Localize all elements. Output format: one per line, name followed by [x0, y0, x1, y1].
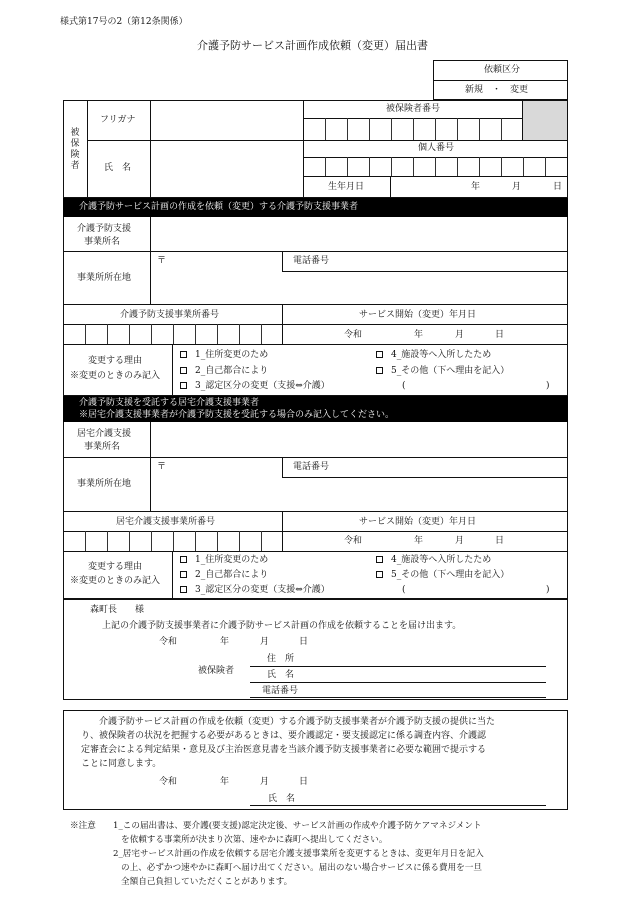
s2-reason-4-checkbox[interactable] — [376, 556, 383, 563]
furigana-label: フリガナ — [100, 115, 136, 125]
s2-other-reason-field[interactable] — [410, 584, 540, 596]
s2-office-name-field[interactable] — [152, 423, 566, 456]
s2-other-paren-open: ( — [402, 585, 406, 595]
s2-service-start-label: サービス開始（変更）年月日 — [359, 517, 477, 527]
consent-year: 年 — [220, 777, 230, 787]
declaration-month: 月 — [260, 637, 270, 647]
s2-reason-5-label: 5_その他（下へ理由を記入） — [391, 570, 510, 580]
s2-office-name-label: 居宅介護支援 — [77, 429, 132, 439]
s1-reason-2-label: 2_自己都合により — [195, 366, 269, 376]
consent-line-1: 介護予防サービス計画の作成を依頼（変更）する介護予防支援事業者が介護予防支援の提供に当た — [99, 717, 496, 727]
declaration-name-label: 氏 名 — [267, 670, 295, 680]
name-label: 氏 名 — [104, 163, 132, 173]
s1-reason-3-checkbox[interactable] — [180, 382, 187, 389]
section2-header — [63, 396, 568, 422]
s2-office-number-cells[interactable] — [63, 531, 282, 551]
s2-office-name-label-2: 事業所名 — [84, 442, 121, 452]
s2-reason-3-label: 3_認定区分の変更（支援⇔介護） — [195, 585, 330, 595]
s1-other-paren-close: ) — [546, 381, 550, 391]
section2-header-note: ※居宅介護支援事業者が介護予防支援を受託する場合のみ記入してください。 — [79, 410, 395, 420]
note-1-line-1: 1_この届出書は、要介護(要支援)認定決定後、サービス計画の作成や介護予防ケアマネジメント — [113, 821, 482, 831]
s2-reason-label: 変更する理由 — [88, 562, 143, 572]
s2-reason-4-label: 4_施設等へ入所したため — [391, 555, 492, 565]
s1-reason-4-label: 4_施設等へ入所したため — [391, 350, 492, 360]
s1-reason-5-checkbox[interactable] — [376, 367, 383, 374]
consent-line-2: り、被保険者の状況を把握する必要があるときは、要介護認定・要支援認定に係る調査内容、介護認 — [81, 731, 487, 741]
s1-reason-label: 変更する理由 — [88, 356, 143, 366]
consent-name-label: 氏 名 — [268, 794, 296, 804]
insured-table — [63, 100, 568, 198]
declaration-day: 日 — [299, 637, 309, 647]
furigana-field[interactable] — [152, 101, 302, 139]
section1-header — [63, 198, 568, 217]
personal-number-label: 個人番号 — [418, 143, 455, 153]
s2-reason-note: ※変更のときのみ記入 — [70, 576, 161, 586]
request-type-options[interactable]: 新規 ・ 変更 — [465, 85, 529, 95]
birth-day-label: 日 — [553, 182, 563, 192]
s1-reason-3-label: 3_認定区分の変更（支援⇔介護） — [195, 381, 330, 391]
s2-phone-label[interactable]: 電話番号 — [293, 462, 330, 472]
note-2-line-3: 全額自己負担していただくことがあります。 — [121, 877, 293, 887]
s1-office-number-label: 介護予防支援事業所番号 — [120, 310, 220, 320]
request-type-label: 依頼区分 — [484, 65, 521, 75]
note-1-line-2: を依頼する事業所が決まり次第、速やかに森町へ提出してください。 — [121, 835, 388, 845]
s1-era: 令和 — [344, 330, 363, 340]
consent-line-3: 定審査会による判定結果・意見及び主治医意見書を当該介護予防支援事業者に必要な範囲で提示する — [81, 745, 487, 755]
insured-number-label: 被保険者番号 — [386, 104, 441, 114]
consent-line-4: ことに同意します。 — [81, 759, 162, 769]
s1-address-field[interactable] — [152, 272, 566, 303]
s2-reason-5-checkbox[interactable] — [376, 571, 383, 578]
birth-month-label: 月 — [512, 182, 522, 192]
s1-reason-1-label: 1_住所変更のため — [195, 350, 269, 360]
s2-postal-mark: 〒 — [157, 462, 167, 472]
s1-office-number-cells[interactable] — [63, 324, 282, 344]
s1-other-reason-field[interactable] — [410, 380, 540, 392]
s2-reason-2-checkbox[interactable] — [180, 571, 187, 578]
s1-reason-note: ※変更のときのみ記入 — [70, 371, 161, 381]
s2-month: 月 — [455, 536, 465, 546]
note-2-line-2: の上、必ずかつ速やかに森町へ届け出てください。届出のない場合サービスに係る費用を一旦 — [121, 863, 482, 873]
declaration-statement: 上記の介護予防支援事業者に介護予防サービス計画の作成を依頼することを届け出ます。 — [102, 621, 462, 631]
s2-era: 令和 — [344, 536, 363, 546]
s2-reason-1-checkbox[interactable] — [180, 556, 187, 563]
declaration-era: 令和 — [159, 637, 178, 647]
s2-reason-3-checkbox[interactable] — [180, 586, 187, 593]
s1-office-name-label: 介護予防支援 — [77, 224, 132, 234]
s2-reason-1-label: 1_住所変更のため — [195, 555, 269, 565]
insured-number-cells[interactable] — [303, 118, 522, 140]
declaration-name-line[interactable] — [250, 682, 546, 683]
consent-name-line[interactable] — [250, 805, 546, 806]
s1-month: 月 — [455, 330, 465, 340]
s1-postal-mark: 〒 — [157, 256, 167, 266]
s1-office-name-field[interactable] — [152, 218, 566, 250]
consent-era: 令和 — [159, 777, 178, 787]
s1-year: 年 — [414, 330, 424, 340]
s2-year: 年 — [414, 536, 424, 546]
name-field[interactable] — [152, 141, 302, 197]
s1-other-paren-open: ( — [402, 381, 406, 391]
s1-reason-5-label: 5_その他（下へ理由を記入） — [391, 366, 510, 376]
s1-office-name-label-2: 事業所名 — [84, 237, 121, 247]
notes-label: ※注意 — [70, 821, 96, 831]
section1-header-text: 介護予防サービス計画の作成を依頼（変更）する介護予防支援事業者 — [79, 202, 359, 212]
s1-reason-4-checkbox[interactable] — [376, 351, 383, 358]
consent-day: 日 — [299, 777, 309, 787]
s2-other-paren-close: ) — [546, 585, 550, 595]
addressee: 森町長 様 — [90, 605, 145, 615]
declaration-phone-line[interactable] — [250, 697, 546, 698]
s1-phone-label[interactable]: 電話番号 — [293, 256, 330, 266]
s2-office-number-label: 居宅介護支援事業所番号 — [116, 517, 216, 527]
s1-day: 日 — [495, 330, 505, 340]
s2-reason-2-label: 2_自己都合により — [195, 570, 269, 580]
note-2-line-1: 2_居宅サービス計画の作成を依頼する居宅介護支援事業所を変更するときは、変更年月日を記入 — [113, 849, 484, 859]
s2-address-label: 事業所所在地 — [77, 479, 132, 489]
s1-service-start-label: サービス開始（変更）年月日 — [359, 310, 477, 320]
s1-address-label: 事業所所在地 — [77, 273, 132, 283]
declaration-address-line[interactable] — [250, 666, 546, 667]
page-title: 介護予防サービス計画作成依頼（変更）届出書 — [197, 39, 428, 52]
declaration-phone-label: 電話番号 — [262, 686, 299, 696]
insured-section-label: 被 保 険 者 — [70, 128, 80, 171]
s2-address-field[interactable] — [152, 478, 566, 510]
personal-number-cells[interactable] — [303, 157, 568, 176]
declaration-year: 年 — [220, 637, 230, 647]
birthdate-label: 生年月日 — [328, 182, 365, 192]
s2-day: 日 — [495, 536, 505, 546]
s1-reason-1-checkbox[interactable] — [180, 351, 187, 358]
declaration-insured-label: 被保険者 — [198, 666, 235, 676]
form-number: 様式第17号の2（第12条関係） — [60, 17, 188, 27]
birth-year-label: 年 — [471, 182, 481, 192]
declaration-address-label: 住 所 — [267, 654, 295, 664]
consent-month: 月 — [260, 777, 270, 787]
s1-reason-2-checkbox[interactable] — [180, 367, 187, 374]
shaded-cell — [522, 101, 567, 140]
section2-header-text: 介護予防支援を受託する居宅介護支援事業者 — [79, 398, 260, 408]
